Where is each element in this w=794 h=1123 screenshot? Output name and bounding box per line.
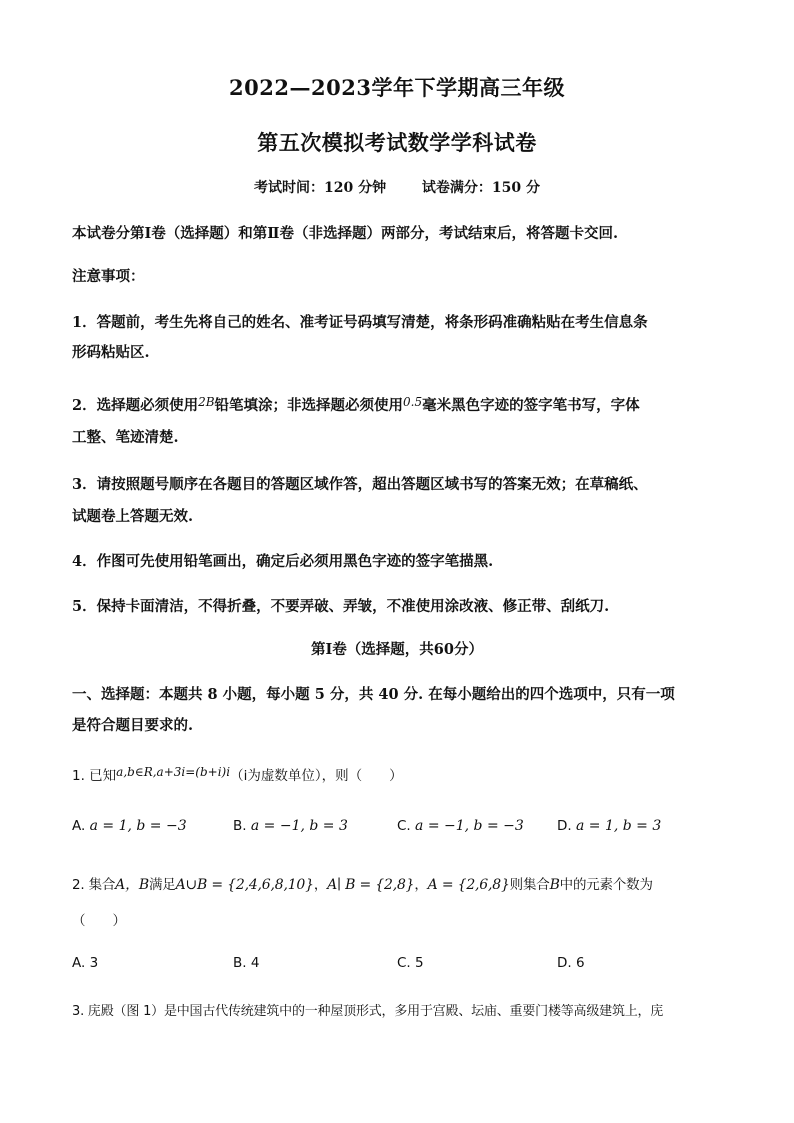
- notice-item-2-text-b: 铅笔填涂；非选择题必须使用: [214, 397, 404, 414]
- option-value: a = −1, b = −3: [415, 818, 524, 834]
- notice-item-5: 5．保持卡面清洁，不得折叠，不要弄破、弄皱，不准使用涂改液、修正带、刮纸刀.: [72, 598, 610, 615]
- option-letter: D.: [557, 818, 572, 834]
- option-letter: B.: [233, 818, 247, 834]
- section1-instruction-line2: 是符合题目要求的.: [72, 717, 194, 734]
- question-2-mid2: 则集合: [509, 877, 550, 893]
- option-value: a = −1, b = 3: [250, 818, 348, 834]
- notice-item-1-line2: 形码粘贴区.: [72, 344, 150, 361]
- notice-item-1-line1: 1．答题前，考生先将自己的姓名、准考证号码填写清楚，将条形码准确粘贴在考生信息条: [72, 314, 648, 331]
- option-value: a = 1, b = 3: [575, 818, 662, 834]
- option-letter: C.: [397, 818, 411, 834]
- question-2-math-intersection: A∣ B = {2,8}: [327, 877, 415, 893]
- question-2-option-a[interactable]: A. 3: [72, 955, 99, 971]
- question-2-option-d[interactable]: D. 6: [557, 955, 585, 971]
- section1-heading: 第Ⅰ卷（选择题，共60分）: [311, 641, 483, 658]
- option-value: a = 1, b = −3: [89, 818, 187, 834]
- notice-heading: 注意事项：: [72, 268, 145, 285]
- notice-item-2-line1: [72, 394, 640, 415]
- question-2-math-b: B: [549, 877, 560, 893]
- question-2-option-c[interactable]: C. 5: [397, 955, 424, 971]
- question-2-suffix: 中的元素个数为: [559, 877, 653, 893]
- page-title-line2: 第五次模拟考试数学学科试卷: [257, 130, 537, 155]
- notice-item-2-text-c: 毫米黑色字迹的签字笔书写，字体: [422, 397, 640, 414]
- question-1-math: a,b∈R,a+3i=(b+i)i: [116, 765, 231, 779]
- full-score: 试卷满分：150 分: [421, 180, 540, 196]
- notice-item-2-line2: 工整、笔迹清楚.: [72, 429, 179, 446]
- section1-instruction-line1: 一、选择题：本题共 8 小题，每小题 5 分，共 40 分. 在每小题给出的四个选项中，只有一项: [72, 686, 675, 703]
- option-letter: A.: [72, 818, 86, 834]
- question-2-sep2: ，: [414, 877, 428, 893]
- question-2-line1: [72, 873, 653, 894]
- question-1: [72, 764, 403, 784]
- notice-item-2-math-width: 0.5: [403, 395, 423, 409]
- notice-item-4: 4．作图可先使用铅笔画出，确定后必须用黑色字迹的签字笔描黑.: [72, 553, 494, 570]
- question-1-option-c[interactable]: [397, 818, 524, 834]
- question-2-prefix: 2. 集合: [72, 877, 116, 893]
- notice-item-3-line2: 试题卷上答题无效.: [72, 508, 194, 525]
- question-1-option-a[interactable]: [72, 818, 187, 834]
- exam-info: [0, 177, 794, 197]
- question-3-line1: 3. 庑殿（图 1）是中国古代传统建筑中的一种屋顶形式，多用于宫殿、坛庙、重要门楼等高级建筑上，庑: [72, 1004, 664, 1019]
- notice-item-3-line1: 3．请按照题号顺序在各题目的答题区域作答，超出答题区域书写的答案无效；在草稿纸、: [72, 476, 648, 493]
- notice-item-2-math-pencil: 2B: [198, 395, 215, 409]
- question-2-math-sets: A，B: [115, 877, 149, 893]
- intro-text: 本试卷分第Ⅰ卷（选择题）和第Ⅱ卷（非选择题）两部分，考试结束后，将答题卡交回.: [72, 225, 619, 242]
- question-2-mid1: 满足: [148, 877, 176, 893]
- question-2-math-a: A = {2,6,8}: [427, 877, 510, 893]
- question-2-sep1: ，: [313, 877, 328, 893]
- page-title-line1: 2022—2023学年下学期高三年级: [229, 75, 565, 100]
- question-1-suffix: （i为虚数单位），则（ ）: [230, 768, 403, 784]
- question-1-option-d[interactable]: [557, 818, 661, 834]
- question-1-option-b[interactable]: [233, 818, 348, 834]
- question-2-answer-paren: （ ）: [72, 913, 126, 929]
- exam-time: 考试时间：120 分钟: [254, 180, 387, 196]
- question-2-math-union: A∪B = {2,4,6,8,10}: [175, 877, 314, 893]
- question-1-prefix: 1. 已知: [72, 768, 117, 784]
- notice-item-2-text-a: 2．选择题必须使用: [72, 397, 199, 414]
- question-2-option-b[interactable]: B. 4: [233, 955, 260, 971]
